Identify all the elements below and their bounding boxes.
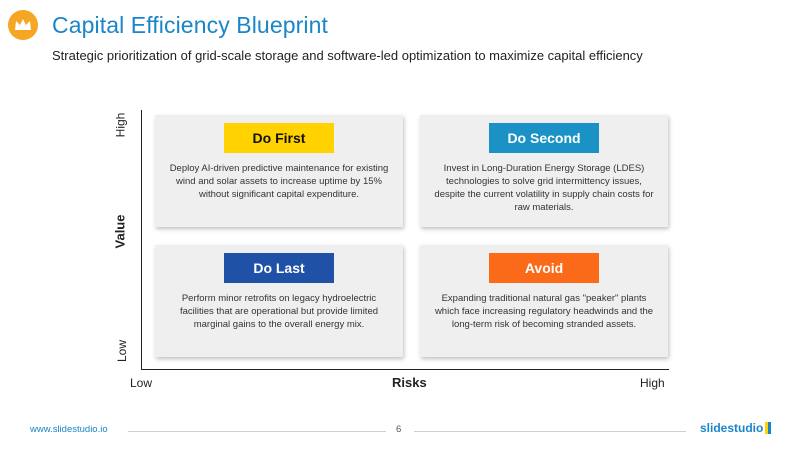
quadrant-avoid xyxy=(420,245,668,357)
page-subtitle: Strategic prioritization of grid-scale storage and software-led optimization to maximize capital efficiency xyxy=(52,48,643,63)
footer-url[interactable]: www.slidestudio.io xyxy=(30,424,108,435)
quadrant-description: Deploy AI-driven predictive maintenance for existing wind and solar assets to increase uptime by 15% without significant capital expenditure. xyxy=(169,163,389,200)
quadrant-description: Expanding traditional natural gas "peaker" plants which face increasing regulatory headwinds and the long-term risk of becoming stranded assets. xyxy=(434,293,654,330)
brand-name: slidestudio xyxy=(700,421,764,435)
quadrant-description: Perform minor retrofits on legacy hydroelectric facilities that are operational but provide limited marginal gains to the overall energy mix. xyxy=(179,293,379,330)
logo-badge xyxy=(8,10,38,40)
footer-divider-left xyxy=(128,431,386,432)
quadrant-description: Invest in Long-Duration Energy Storage (LDES) technologies to solve grid intermittency issues, despite the current volatility in supply chain costs for raw materials. xyxy=(434,163,654,213)
quadrant-title: Do Last xyxy=(224,253,334,283)
crown-icon xyxy=(14,18,32,32)
quadrant-do-last xyxy=(155,245,403,357)
x-axis-high-label: High xyxy=(640,376,665,390)
y-axis-title: Value xyxy=(112,214,128,249)
y-axis-low-label: Low xyxy=(115,339,130,363)
footer-divider-right xyxy=(414,431,686,432)
brand-logo xyxy=(700,421,771,435)
y-axis-line xyxy=(141,110,142,370)
page-number: 6 xyxy=(396,424,402,435)
brand-mark-icon xyxy=(765,422,771,434)
quadrant-do-second xyxy=(420,115,668,227)
y-axis-high-label: High xyxy=(113,112,128,138)
quadrant-do-first xyxy=(155,115,403,227)
quadrant-title: Avoid xyxy=(489,253,599,283)
x-axis-title: Risks xyxy=(392,375,427,390)
quadrant-title: Do Second xyxy=(489,123,599,153)
page-title: Capital Efficiency Blueprint xyxy=(52,12,328,38)
x-axis-line xyxy=(141,369,669,370)
x-axis-low-label: Low xyxy=(130,376,153,390)
quadrant-title: Do First xyxy=(224,123,334,153)
